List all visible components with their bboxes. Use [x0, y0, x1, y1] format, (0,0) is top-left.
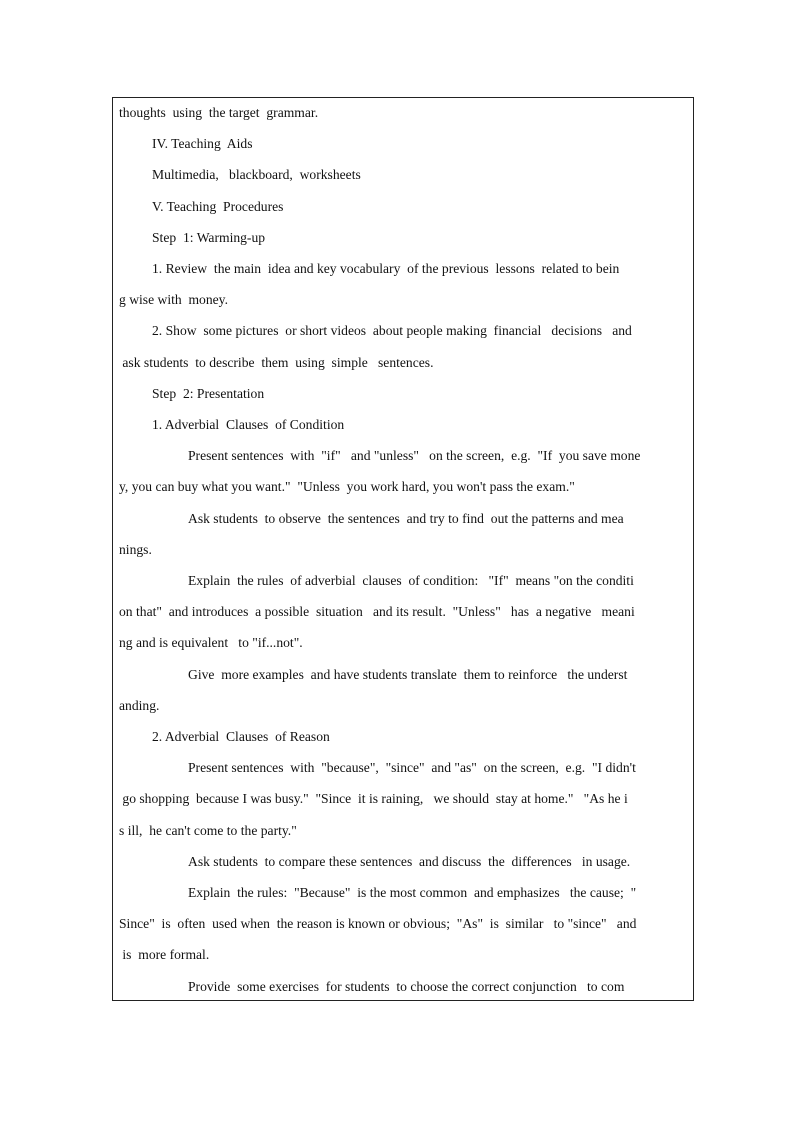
text-line-condition-explain-cont: on that" and introduces a possible situation and its result. "Unless" has a negative meani	[119, 604, 635, 619]
step-heading-warming-up: Step 1: Warming-up	[152, 230, 266, 245]
text-line-show-pictures: 2. Show some pictures or short videos about people making financial decisions and	[152, 323, 632, 338]
subheading-condition-clauses: 1. Adverbial Clauses of Condition	[152, 417, 345, 432]
text-line-1: thoughts using the target grammar.	[119, 105, 319, 120]
text-line-show-pictures-cont: ask students to describe them using simple sentences.	[119, 355, 434, 370]
section-heading-teaching-aids: IV. Teaching Aids	[152, 136, 253, 151]
text-line-condition-observe-cont: nings.	[119, 542, 152, 557]
text-line-review-cont: g wise with money.	[119, 292, 228, 307]
text-line-condition-explain-cont2: ng and is equivalent to "if...not".	[119, 635, 303, 650]
section-heading-teaching-procedures: V. Teaching Procedures	[152, 199, 284, 214]
text-line-condition-present: Present sentences with "if" and "unless" on the screen, e.g. "If you save mone	[188, 448, 641, 463]
text-line-reason-present: Present sentences with "because", "since" and "as" on the screen, e.g. "I didn't	[188, 760, 636, 775]
step-heading-presentation: Step 2: Presentation	[152, 386, 265, 401]
text-line-reason-explain-cont2: is more formal.	[119, 947, 210, 962]
text-line-condition-explain: Explain the rules of adverbial clauses of condition: "If" means "on the conditi	[188, 573, 634, 588]
text-line-reason-explain: Explain the rules: "Because" is the most common and emphasizes the cause; "	[188, 885, 637, 900]
text-line-condition-examples: Give more examples and have students translate them to reinforce the underst	[188, 667, 628, 682]
text-line-reason-present-cont: go shopping because I was busy." "Since it is raining, we should stay at home." "As he i	[119, 791, 628, 806]
subheading-reason-clauses: 2. Adverbial Clauses of Reason	[152, 729, 330, 744]
text-line-reason-exercises: Provide some exercises for students to choose the correct conjunction to com	[188, 979, 625, 994]
text-line-condition-present-cont: y, you can buy what you want." "Unless you work hard, you won't pass the exam."	[119, 479, 575, 494]
text-line-condition-observe: Ask students to observe the sentences and try to find out the patterns and mea	[188, 511, 624, 526]
text-line-reason-compare: Ask students to compare these sentences and discuss the differences in usage.	[188, 854, 631, 869]
text-line-reason-explain-cont: Since" is often used when the reason is known or obvious; "As" is similar to "since" and	[119, 916, 637, 931]
text-line-reason-present-cont2: s ill, he can't come to the party."	[119, 823, 297, 838]
text-line-condition-examples-cont: anding.	[119, 698, 160, 713]
text-line-aids-list: Multimedia, blackboard, worksheets	[152, 167, 361, 182]
text-line-review: 1. Review the main idea and key vocabulary of the previous lessons related to bein	[152, 261, 620, 276]
